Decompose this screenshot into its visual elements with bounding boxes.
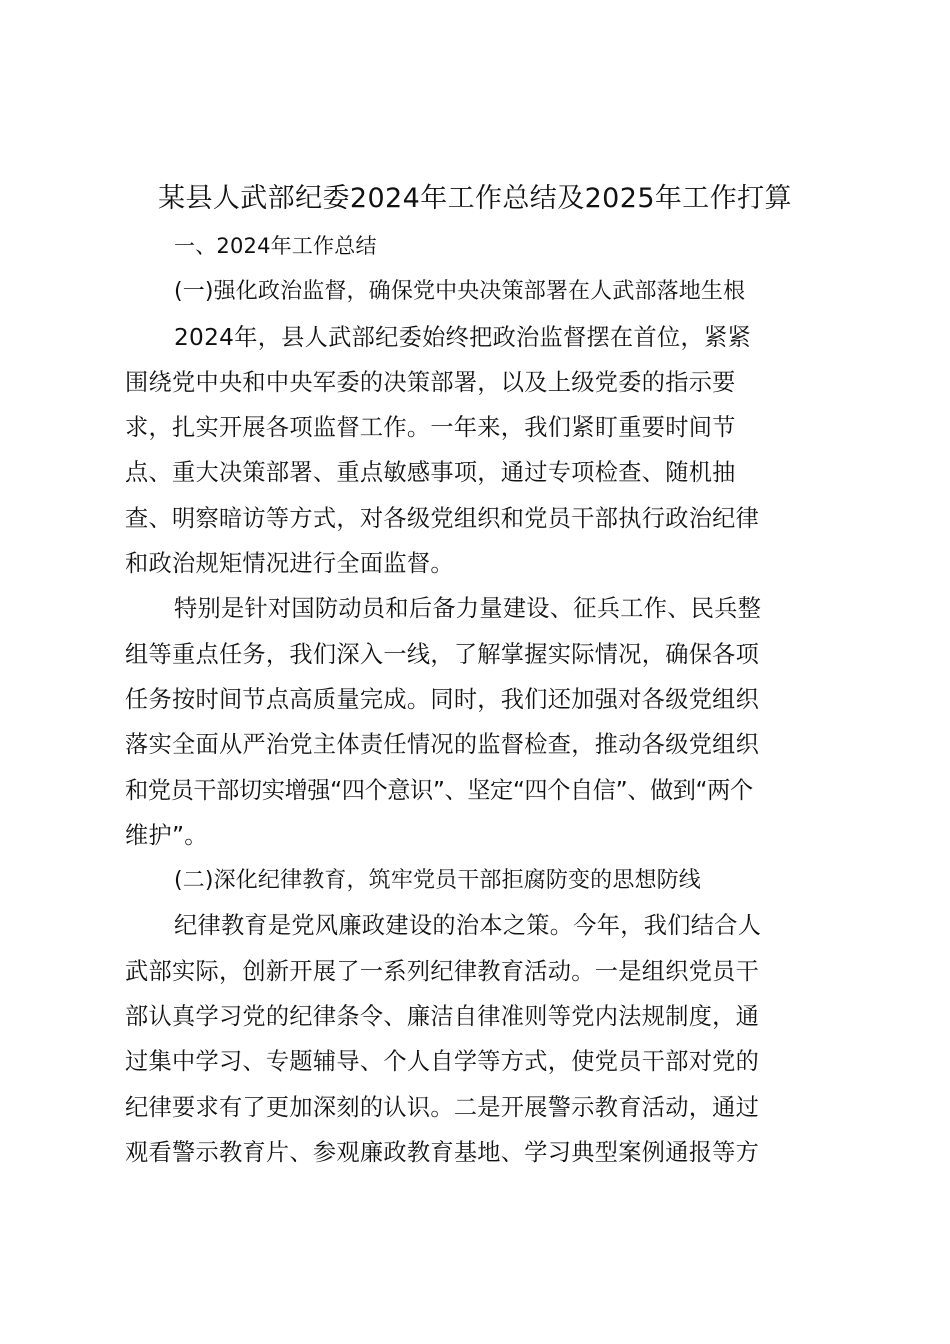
subsection-heading-political-supervision: (一)强化政治监督，确保党中央决策部署在人武部落地生根 xyxy=(174,279,746,305)
paragraph-line: 落实全面从严治党主体责任情况的监督检查，推动各级党组织 xyxy=(125,731,760,759)
paragraph-line: 武部实际，创新开展了一系列纪律教育活动。一是组织党员干 xyxy=(125,957,760,985)
paragraph-line: 纪律教育是党风廉政建设的治本之策。今年，我们结合人 xyxy=(174,912,762,940)
paragraph-line: 点、重大决策部署、重点敏感事项，通过专项检查、随机抽 xyxy=(125,459,736,487)
paragraph-line: 部认真学习党的纪律条令、廉洁自律准则等党内法规制度，通 xyxy=(125,1003,760,1031)
document-title: 某县人武部纪委2024年工作总结及2025年工作打算 xyxy=(158,183,792,214)
paragraph-line: 任务按时间节点高质量完成。同时，我们还加强对各级党组织 xyxy=(125,685,760,713)
paragraph-line: 求，扎实开展各项监督工作。一年来，我们紧盯重要时间节 xyxy=(125,414,736,442)
paragraph-political-supervision xyxy=(125,315,830,587)
document-body xyxy=(125,224,830,1175)
paragraph-discipline-education xyxy=(125,903,830,1175)
paragraph-line: 观看警示教育片、参观廉政教育基地、学习典型案例通报等方 xyxy=(125,1138,760,1166)
section-heading-work-summary: 一、2024年工作总结 xyxy=(174,234,377,258)
paragraph-line: 查、明察暗访等方式，对各级党组织和党员干部执行政治纪律 xyxy=(125,504,760,532)
paragraph-line: 围绕党中央和中央军委的决策部署，以及上级党委的指示要 xyxy=(125,368,736,396)
paragraph-line: 维护”。 xyxy=(125,821,208,849)
paragraph-line: 2024年，县人武部纪委始终把政治监督摆在首位，紧紧 xyxy=(174,323,751,351)
paragraph-line: 和党员干部切实增强“四个意识”、坚定“四个自信”、做到“两个 xyxy=(125,776,753,804)
paragraph-key-tasks xyxy=(125,586,830,858)
paragraph-line: 特别是针对国防动员和后备力量建设、征兵工作、民兵整 xyxy=(174,595,762,623)
paragraph-line: 和政治规矩情况进行全面监督。 xyxy=(125,550,454,578)
subsection-heading-discipline-education: (二)深化纪律教育，筑牢党员干部拒腐防变的思想防线 xyxy=(174,868,701,894)
paragraph-line: 纪律要求有了更加深刻的认识。二是开展警示教育活动，通过 xyxy=(125,1093,760,1121)
paragraph-line: 组等重点任务，我们深入一线，了解掌握实际情况，确保各项 xyxy=(125,640,760,668)
paragraph-line: 过集中学习、专题辅导、个人自学等方式，使党员干部对党的 xyxy=(125,1048,760,1076)
